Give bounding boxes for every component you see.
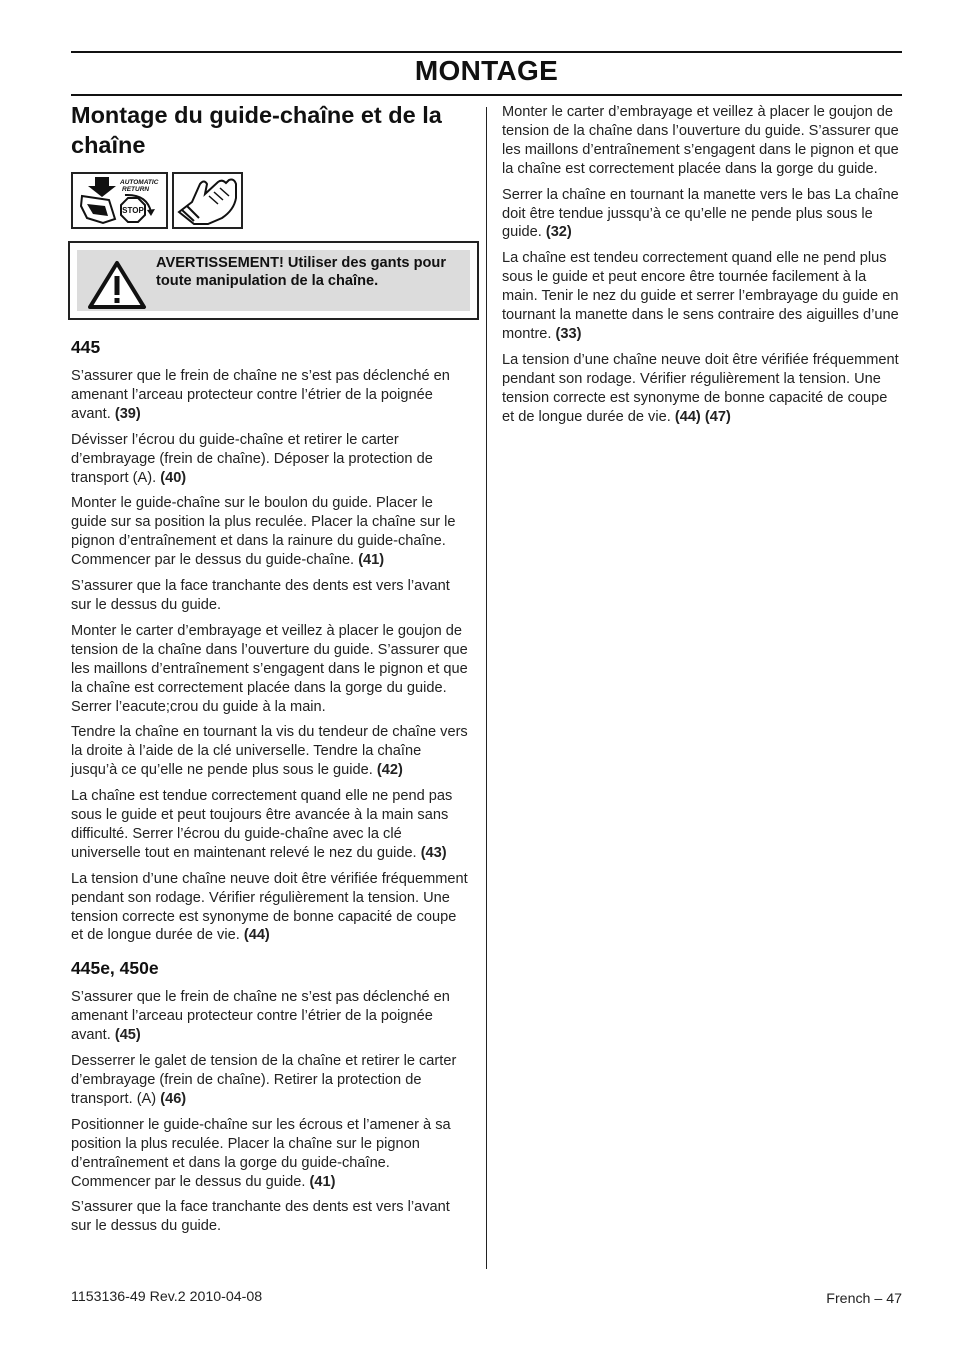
paragraph: La chaîne est tendue correctement quand elle ne pend pas sous le guide et peut toujours être avancée à la main sans difficulté. Serrer l’écrou du guide-chaîne avec la clé universelle tout en maintenant relevé le nez du guide. (43) — [71, 788, 453, 861]
paragraphs-445 — [71, 367, 469, 945]
paragraph: La chaîne est tendeu correctement quand elle ne pend plus sous le guide et peut encore être tournée facilement à la main. Tenir le nez du guide et serrer l’embrayage du guide en tournant la manette dans le sens contraire des aiguilles d’une montre. (33) — [502, 250, 899, 342]
document-number: 1153136-49 Rev.2 2010-04-08 — [71, 1289, 263, 1305]
header-rule-bottom — [71, 94, 902, 96]
paragraph: Positionner le guide-chaîne sur les écrous et l’amener à sa position la plus reculée. Placer la chaîne sur le pignon d’entraînement et dans la gorge du guide-chaîne. Commencer par le dessus du guide. (41) — [71, 1116, 451, 1190]
paragraphs-445e — [71, 988, 469, 1236]
paragraph: Monter le guide-chaîne sur le boulon du guide. Placer le guide sur sa position la plus reculée. Placer la chaîne sur le pignon d’entraînement et dans la rainure du guide-chaîne. Commencer par le dessus du guide-chaîne. (41) — [71, 495, 456, 569]
paragraph: Dévisser l’écrou du guide-chaîne et retirer le carter d’embrayage (frein de chaîne). Déposer la protection de transport (A). (40) — [71, 431, 433, 486]
paragraph: S’assurer que le frein de chaîne ne s’est pas déclenché en amenant l’arceau protecteur contre l’étrier de la poignée avant. (39) — [71, 368, 450, 422]
paragraph: S’assurer que le frein de chaîne ne s’est pas déclenché en amenant l’arceau protecteur contre l’étrier de la poignée avant. (45) — [71, 989, 450, 1044]
header-rule-top — [71, 51, 902, 53]
left-column — [71, 100, 469, 1243]
auto-return-label-1: AUTOMATIC — [120, 179, 159, 186]
warning-panel — [77, 250, 470, 311]
paragraph: S’assurer que la face tranchante des dents est vers l’avant sur le dessus du guide. — [71, 578, 450, 613]
paragraph: Desserrer le galet de tension de la chaîne et retirer le carter d’embrayage (frein de chaîne). Retirer la protection de transport. (A) (46) — [71, 1053, 457, 1107]
paragraph: La tension d’une chaîne neuve doit être vérifiée fréquemment pendant son rodage. Vérifier régulièrement la tension. Une tension correcte est synonyme de bonne capacité de coupe et de longue durée de vie. (44) (47) — [502, 351, 899, 425]
paragraph: Serrer la chaîne en tournant la manette vers le bas La chaîne doit être tendue jussqu’à ce qu’elle ne pende plus sous le guide. (32) — [502, 186, 899, 241]
paragraph: La tension d’une chaîne neuve doit être vérifiée fréquemment pendant son rodage. Vérifier régulièrement la tension. Une tension correcte est synonyme de bonne capacité de coupe et de longue durée de vie. (44) — [71, 870, 468, 944]
subheading-445: 445 — [71, 337, 101, 357]
auto-return-label-2: RETURN — [122, 186, 150, 193]
section-title: Montage du guide-chaîne et de la chaîne — [71, 102, 442, 158]
stop-label: STOP — [122, 206, 144, 215]
paragraph: Monter le carter d’embrayage et veillez à placer le goujon de tension de la chaîne dans l’ouverture du guide. S’assurer que les maillons d’entraînement s’engagent dans le pignon et que la chaîne est correctement placée dans la gorge du guide. Serrer l’eacute;crou du guide à la main. — [71, 622, 468, 715]
warning-text: AVERTISSEMENT! Utiliser des gants pour toute manipulation de la chaîne. — [156, 255, 447, 289]
paragraph: Tendre la chaîne en tournant la vis du tendeur de chaîne vers la droite à l’aide de la clé universelle. Tendre la chaîne jusqu’à ce qu’elle ne pende plus sous le guide. (42) — [71, 724, 468, 779]
warning-box — [68, 241, 479, 320]
subheading-445e-450e: 445e, 450e — [71, 958, 159, 979]
page-header: MONTAGE — [414, 55, 559, 86]
paragraph: Monter le carter d’embrayage et veillez à placer le goujon de tension de la chaîne dans l’ouverture du guide. S’assurer que les maillons d’entraînement s’engagent dans le pignon et que la chaîne est correctement placée dans la gorge du guide. — [502, 104, 899, 177]
gloves-icon — [172, 172, 243, 229]
column-divider — [486, 107, 487, 1269]
warning-triangle-icon — [87, 260, 147, 310]
paragraph: S’assurer que la face tranchante des dents est vers l’avant sur le dessus du guide. — [71, 1199, 450, 1235]
symbol-row — [71, 172, 469, 229]
page-number: French – 47 — [826, 1291, 902, 1307]
right-column — [502, 103, 900, 434]
chain-brake-auto-return-icon — [71, 172, 168, 229]
